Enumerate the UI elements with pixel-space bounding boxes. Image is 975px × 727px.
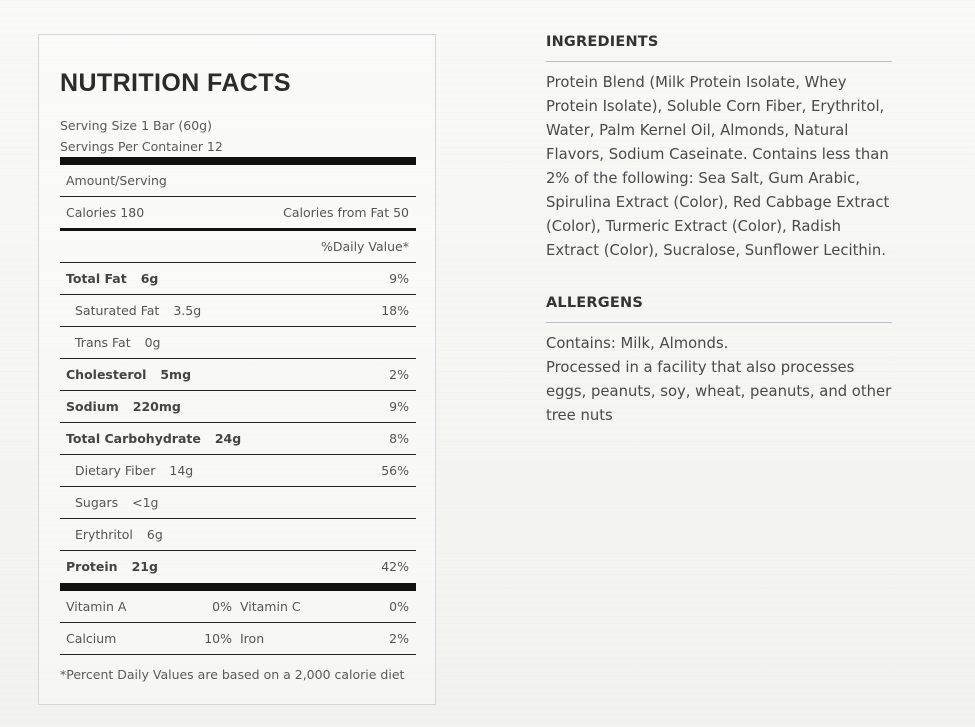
daily-value-header-row [60,231,416,263]
nutrient-amount: 220mg [132,399,181,414]
nutrient-dv: 9% [389,399,409,414]
nutrient-dv: 9% [389,271,409,286]
nutrient-row-total-fat [60,263,416,295]
daily-value-footnote: *Percent Daily Values are based on a 2,000 calorie diet [60,667,405,682]
nutrient-amount: 24g [214,431,242,446]
ingredients-text: Protein Blend (Milk Protein Isolate, Whey Protein Isolate), Soluble Corn Fiber, Erythritol, Water, Palm Kernel Oil, Almonds, Natural Flavors, Sodium Caseinate. Contains less than 2% of the following: Sea Salt, Gum Arabic, Spirulina Extract (Color), Red Cabbage Extract (Color), Turmeric Extract (Color), Radish Extract (Color), Sucralose, Sunflower Lecithin. [546,74,890,259]
nutrient-row-total-carbohydrate [60,423,416,455]
nutrient-row-sugars [60,487,416,519]
nutrient-amount: 21g [131,559,158,574]
allergens-contains: Contains: Milk, Almonds. [546,335,729,352]
nutrient-amount: 0g [144,335,161,350]
nutrient-dv: 2% [389,367,409,382]
nutrient-row-sodium [60,391,416,423]
vitamin-name: Vitamin A [66,599,127,614]
vitamin-dv: 2% [389,631,409,646]
allergens-facility-note: Processed in a facility that also processes eggs, peanuts, soy, wheat, peanuts, and other tree nuts [546,359,892,424]
thick-divider [60,583,416,591]
nutrient-name: Sugars [75,495,119,510]
nutrient-row-dietary-fiber [60,455,416,487]
allergens-title: ALLERGENS [546,295,643,311]
nutrient-name: Saturated Fat [75,303,160,318]
nutrient-name: Dietary Fiber [75,463,156,478]
serving-size: Serving Size 1 Bar (60g) [60,118,212,133]
calories-row [60,197,416,231]
nutrient-dv: 56% [381,463,409,478]
servings-per-container: Servings Per Container 12 [60,139,223,154]
nutrient-name: Protein [66,559,118,574]
nutrient-name: Total Carbohydrate [66,431,201,446]
amount-serving-row [60,165,416,197]
nutrient-row-trans-fat [60,327,416,359]
calories-value: Calories 180 [66,205,145,220]
nutrient-dv: 8% [389,431,409,446]
vitamin-dv: 0% [389,599,409,614]
nutrient-amount: 3.5g [173,303,202,318]
nutrient-row-saturated-fat [60,295,416,327]
nutrient-row-cholesterol [60,359,416,391]
nutrient-amount: <1g [132,495,159,510]
nutrition-facts-title: NUTRITION FACTS [60,69,291,97]
allergens-divider [546,322,892,323]
nutrient-row-protein [60,551,416,583]
vitamin-dv: 0% [212,599,232,614]
nutrient-name: Trans Fat [75,335,131,350]
ingredients-section [546,34,892,263]
vitamin-name: Calcium [66,631,117,646]
amount-serving-label: Amount/Serving [66,173,167,188]
nutrient-row-erythritol [60,519,416,551]
ingredients-title: INGREDIENTS [546,34,659,50]
vitamin-name: Vitamin C [240,599,301,614]
daily-value-header: %Daily Value* [320,239,409,254]
vitamin-row [60,591,416,623]
nutrient-name: Total Fat [66,271,127,286]
nutrient-dv: 18% [381,303,409,318]
nutrition-facts-panel [38,34,436,705]
nutrient-name: Cholesterol [66,367,147,382]
thick-divider [60,157,416,165]
nutrient-amount: 14g [169,463,194,478]
nutrient-dv: 42% [381,559,409,574]
nutrient-amount: 6g [146,527,163,542]
vitamin-name: Iron [240,631,265,646]
nutrient-amount: 6g [140,271,159,286]
calories-from-fat: Calories from Fat 50 [283,205,409,220]
nutrient-name: Erythritol [75,527,133,542]
nutrient-name: Sodium [66,399,119,414]
vitamin-dv: 10% [204,631,232,646]
vitamin-row [60,623,416,655]
ingredients-divider [546,61,892,62]
nutrient-amount: 5mg [160,367,192,382]
allergens-section [546,295,892,428]
